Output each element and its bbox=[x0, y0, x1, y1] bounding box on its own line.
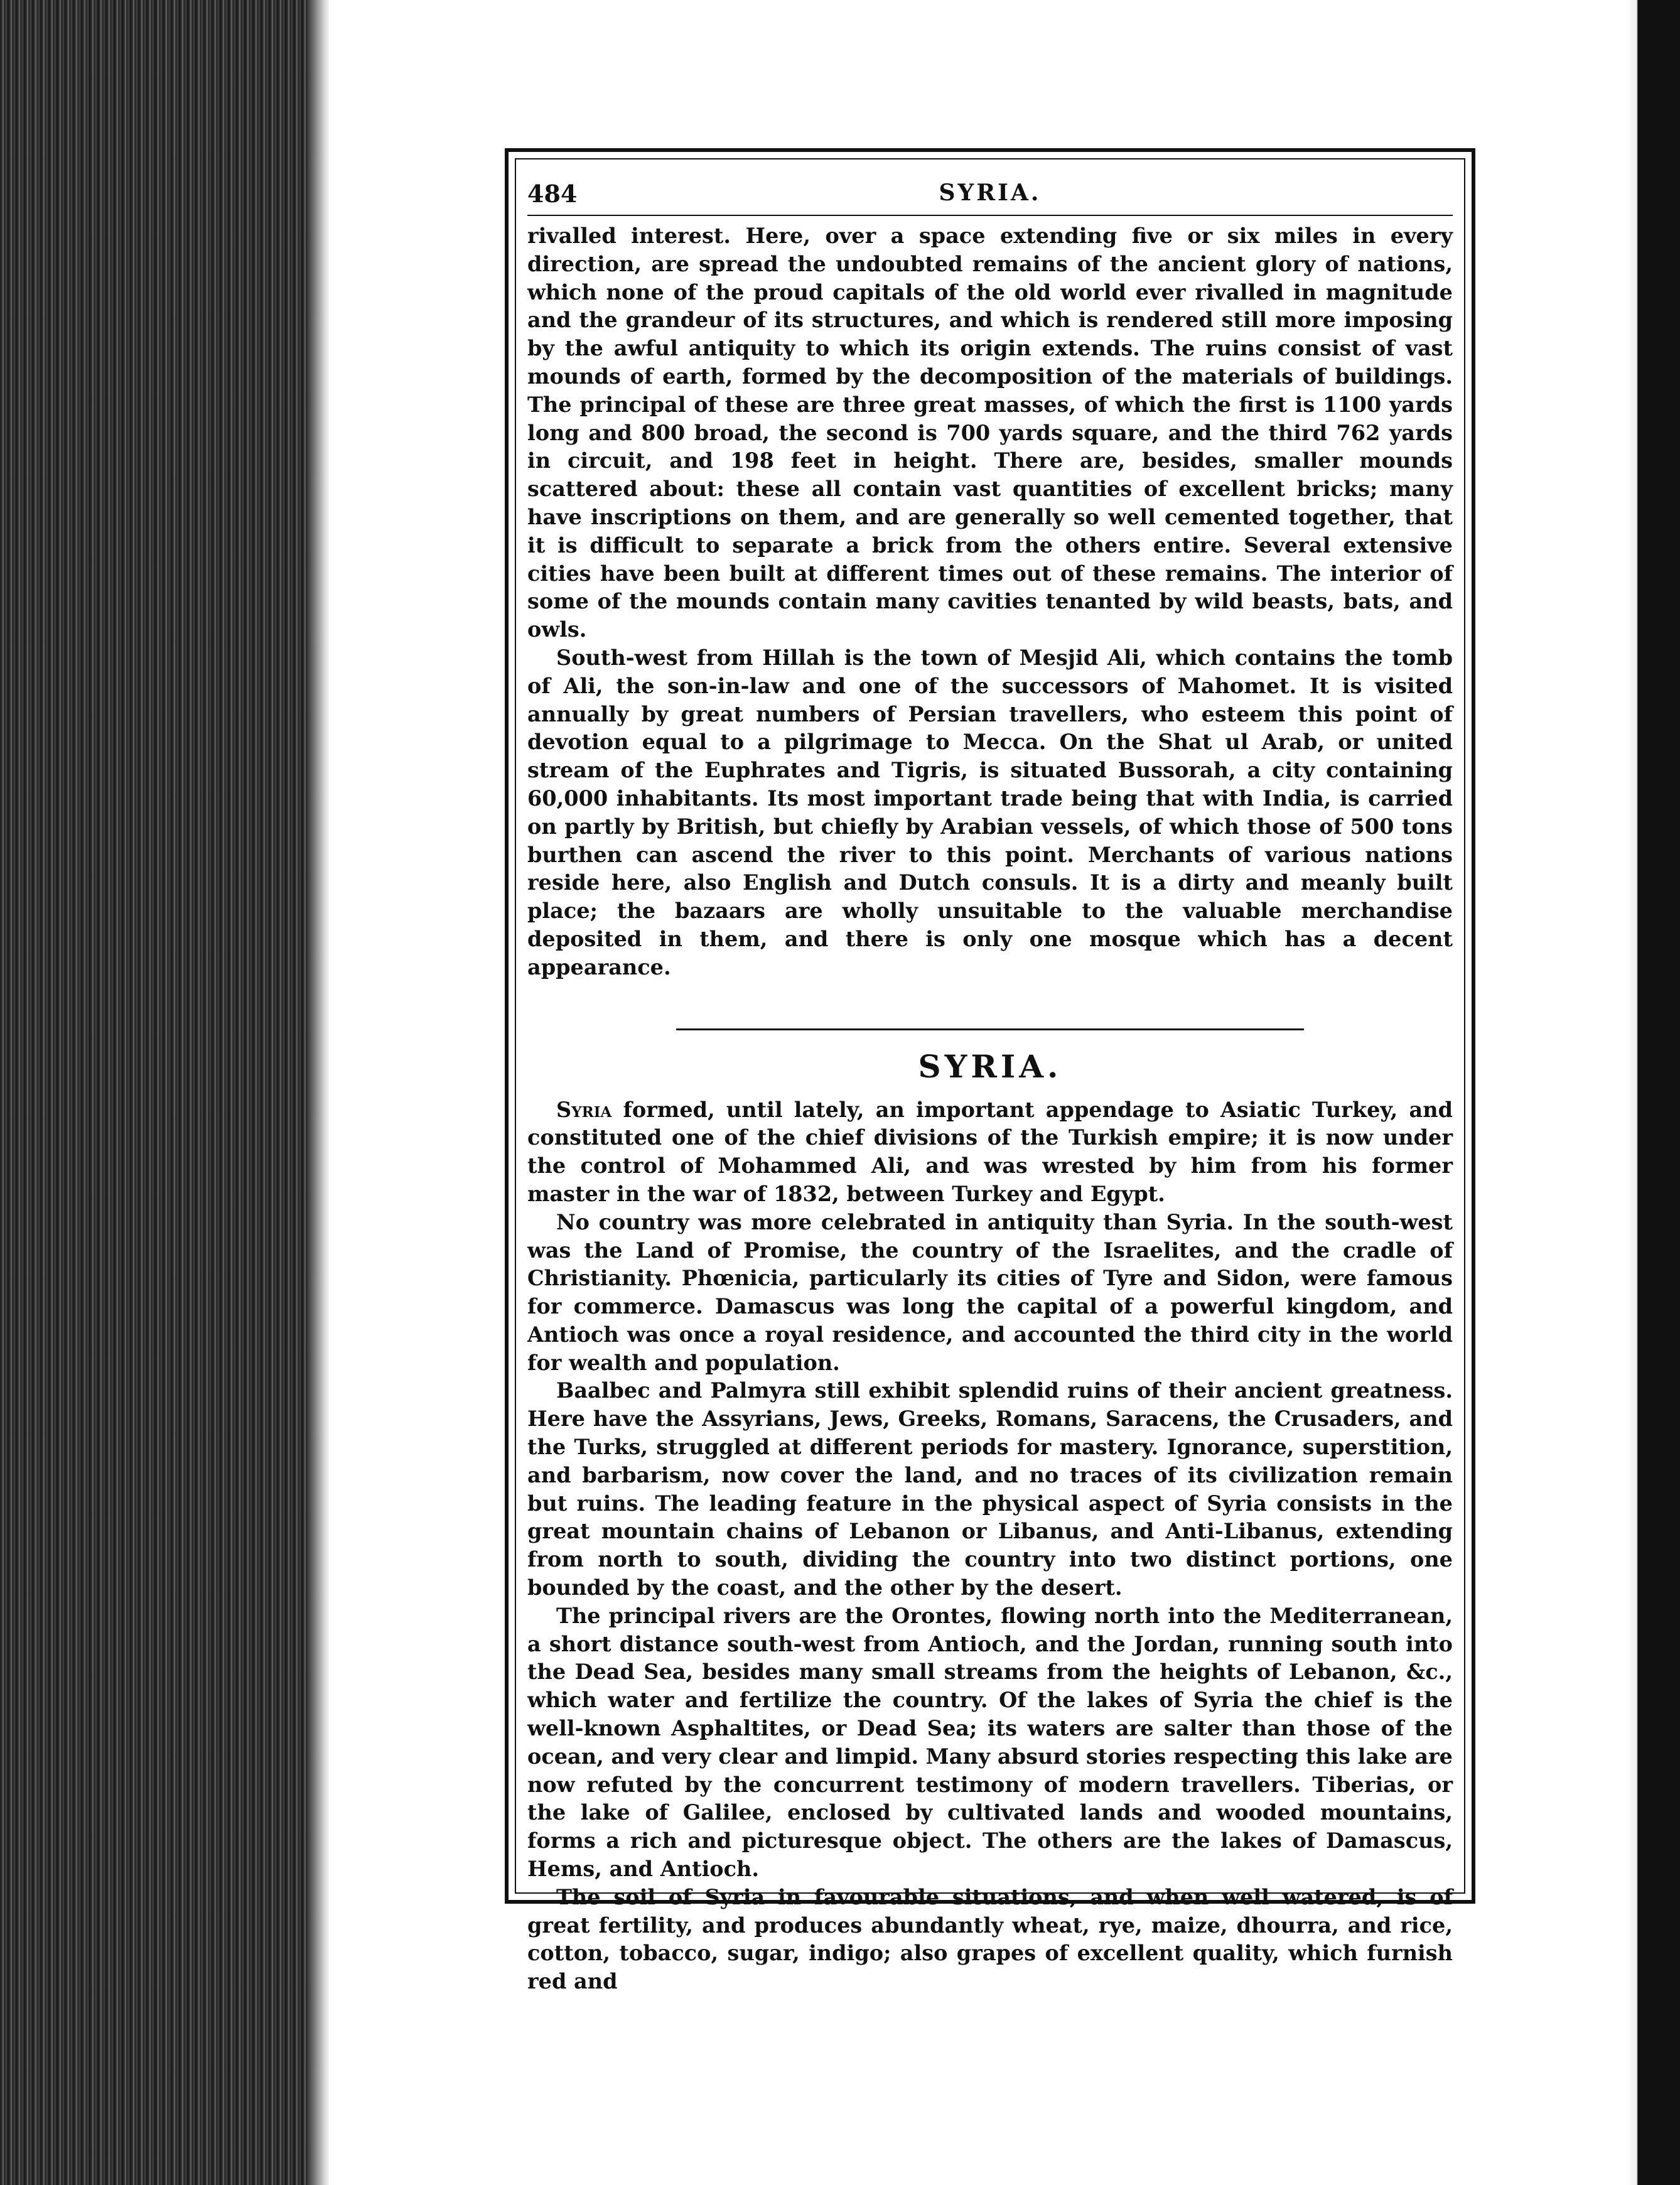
running-head bbox=[527, 175, 1453, 216]
paragraph-ruins: Baalbec and Palmyra still exhibit splendid ruins of their ancient greatness. Here have the Assyrians, Jews, Greeks, Romans, Saracens, the Crusaders, and the Turks, struggled at different periods for mastery. Ignorance, superstition, and barbarism, now cover the land, and no traces of its civilization remain but ruins. The leading feature in the physical aspect of Syria consists in the great mountain chains of Lebanon or Libanus, and Anti-Libanus, extending from north to south, dividing the country into two distinct portions, one bounded by the coast, and the other by the desert. bbox=[527, 1378, 1453, 1600]
page-number: 484 bbox=[527, 180, 578, 208]
paragraph-syria-intro-text: formed, until lately, an important appendage to Asiatic Turkey, and constituted one of the chief divisions of the Turkish empire; it is now under the control of Mohammed Ali, and was wrested by him from his former master in the war of 1832, between Turkey and Egypt. bbox=[527, 1097, 1453, 1206]
page-border bbox=[505, 148, 1475, 1994]
page-gutter-shadow bbox=[308, 0, 329, 2185]
paragraph-mesjid-ali: South-west from Hillah is the town of Mesjid Ali, which contains the tomb of Ali, the son-in-law and one of the successors of Mahomet. It is visited annually by great numbers of Persian travellers, who esteem this point of devotion equal to a pilgrimage to Mecca. On the Shat ul Arab, or united stream of the Euphrates and Tigris, is situated Bussorah, a city containing 60,000 inhabitants. Its most important trade being that with India, is carried on partly by British, but chiefly by Arabian vessels, of which those of 500 tons burthen can ascend the river to this point. Merchants of various nations reside here, also English and Dutch consuls. It is a dirty and meanly built place; the bazaars are wholly unsuitable to the valuable merchandise deposited in them, and there is only one mosque which has a decent appearance. bbox=[527, 645, 1453, 979]
running-title: SYRIA. bbox=[939, 180, 1042, 206]
paragraph-syria-intro bbox=[527, 1096, 1453, 1209]
book-spine bbox=[0, 0, 308, 2185]
section-heading: SYRIA. bbox=[918, 1047, 1062, 1085]
lead-word: Syria bbox=[556, 1097, 612, 1122]
paragraph-antiquity: No country was more celebrated in antiquity than Syria. In the south-west was the Land of Promise, the country of the Israelites, and the cradle of Christianity. Phœnicia, particularly its cities of Tyre and Sidon, were famous for commerce. Damascus was long the capital of a powerful kingdom, and Antioch was once a royal residence, and accounted the third city in the world for wealth and population. bbox=[527, 1209, 1453, 1375]
facing-page-edge bbox=[1626, 0, 1680, 2185]
paragraph-rivers: The principal rivers are the Orontes, flowing north into the Mediterranean, a short distance south-west from Antioch, and the Jordan, running south into the Dead Sea, besides many small streams from the heights of Lebanon, &c., which water and fertilize the country. Of the lakes of Syria the chief is the well-known Asphaltites, or Dead Sea; its waters are salter than those of the ocean, and very clear and limpid. Many absurd stories respecting this lake are now refuted by the concurrent testimony of modern travellers. Tiberias, or the lake of Galilee, enclosed by cultivated lands and wooded mountains, forms a rich and picturesque object. The others are the lakes of Damascus, Hems, and Antioch. bbox=[527, 1603, 1453, 1882]
paragraph-continued: rivalled interest. Here, over a space extending five or six miles in every direction, are spread the undoubted remains of the ancient glory of nations, which none of the proud capitals of the old world ever rivalled in magnitude and the grandeur of its structures, and which is rendered still more imposing by the awful antiquity to which its origin extends. The ruins consist of vast mounds of earth, formed by the decomposition of the materials of buildings. The principal of these are three great masses, of which the first is 1100 yards long and 800 broad, the second is 700 yards square, and the third 762 yards in circuit, and 198 feet in height. There are, besides, smaller mounds scattered about: these all contain vast quantities of excellent bricks; many have inscriptions on them, and are generally so well cemented together, that it is difficult to separate a brick from the others entire. Several extensive cities have been built at different times out of these remains. The interior of some of the mounds contain many cavities tenanted by wild beasts, bats, and owls. bbox=[527, 224, 1453, 642]
paragraph-soil: The soil of Syria in favourable situations, and when well watered, is of great fertility, and produces abundantly wheat, rye, maize, dhourra, and rice, cotton, tobacco, sugar, indigo; also grapes of excellent quality, which furnish red and bbox=[527, 1884, 1453, 1994]
page-content bbox=[515, 158, 1465, 1994]
section-divider-rule bbox=[676, 1028, 1304, 1030]
